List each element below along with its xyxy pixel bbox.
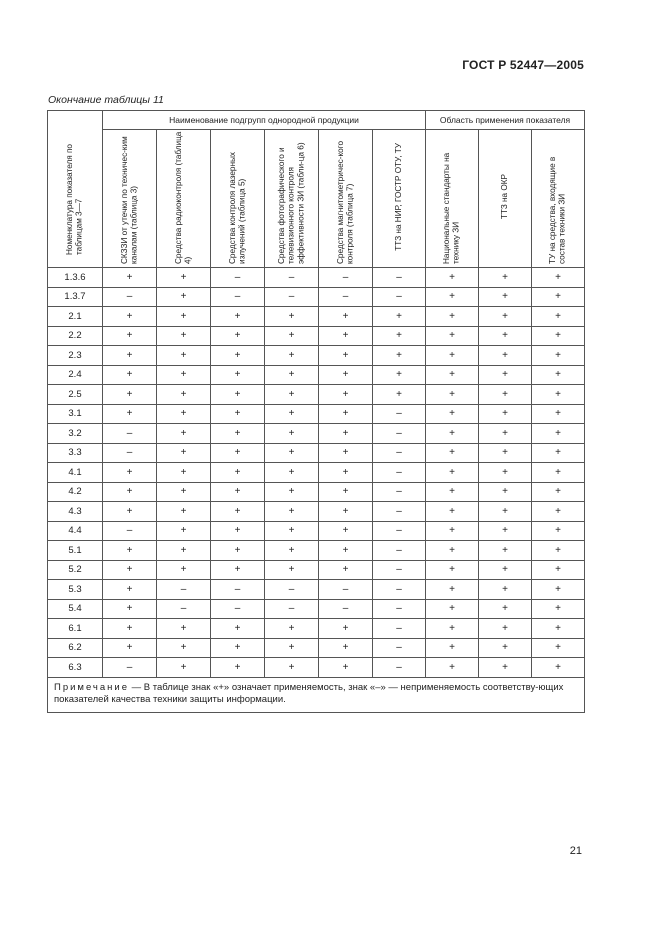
applicability-cell: –: [373, 287, 426, 307]
indicator-code: 1.3.6: [48, 268, 103, 288]
applicability-cell: +: [479, 658, 532, 678]
applicability-cell: +: [157, 619, 211, 639]
indicator-code: 6.1: [48, 619, 103, 639]
applicability-cell: +: [319, 658, 373, 678]
applicability-cell: +: [103, 307, 157, 327]
applicability-cell: +: [426, 541, 479, 561]
note-text: — В таблице знак «+» означает применяемость, знак «–» — неприменяемость соответству-ющих показателей качества техники защиты информации.: [54, 681, 564, 706]
applicability-cell: +: [532, 619, 585, 639]
applicability-cell: +: [157, 287, 211, 307]
applicability-cell: +: [265, 424, 319, 444]
applicability-cell: +: [532, 287, 585, 307]
applicability-cell: +: [426, 580, 479, 600]
applicability-cell: +: [319, 463, 373, 483]
applicability-cell: +: [103, 560, 157, 580]
applicability-cell: +: [157, 385, 211, 405]
table-row: [48, 404, 585, 424]
applicability-cell: +: [265, 326, 319, 346]
indicator-code: 5.3: [48, 580, 103, 600]
applicability-cell: +: [319, 482, 373, 502]
page-number: 21: [569, 845, 582, 857]
applicability-cell: +: [157, 482, 211, 502]
applicability-cell: +: [319, 502, 373, 522]
applicability-cell: –: [373, 268, 426, 288]
applicability-cell: +: [532, 424, 585, 444]
indicator-code: 6.2: [48, 638, 103, 658]
applicability-cell: +: [479, 560, 532, 580]
applicability-cell: +: [479, 463, 532, 483]
applicability-cell: +: [265, 365, 319, 385]
applicability-cell: +: [373, 385, 426, 405]
applicability-cell: +: [426, 482, 479, 502]
applicability-cell: +: [319, 385, 373, 405]
applicability-cell: –: [373, 521, 426, 541]
applicability-cell: –: [373, 580, 426, 600]
applicability-cell: +: [211, 560, 265, 580]
indicator-code: 2.4: [48, 365, 103, 385]
applicability-cell: +: [426, 638, 479, 658]
applicability-cell: +: [319, 541, 373, 561]
table-row: [48, 385, 585, 405]
applicability-cell: +: [265, 346, 319, 366]
applicability-cell: –: [373, 443, 426, 463]
applicability-cell: +: [211, 404, 265, 424]
applicability-cell: +: [103, 404, 157, 424]
applicability-cell: +: [103, 326, 157, 346]
applicability-cell: +: [265, 541, 319, 561]
applicability-cell: –: [103, 424, 157, 444]
applicability-cell: –: [319, 599, 373, 619]
applicability-cell: –: [373, 482, 426, 502]
applicability-cell: +: [532, 502, 585, 522]
applicability-cell: +: [211, 365, 265, 385]
applicability-cell: –: [373, 560, 426, 580]
applicability-cell: –: [103, 443, 157, 463]
applicability-cell: +: [157, 268, 211, 288]
table-row: [48, 326, 585, 346]
applicability-cell: –: [265, 599, 319, 619]
column-header: Средства фотографического и телевизионного контроля эффективности ЗИ (табли-ца 6): [265, 130, 319, 268]
table-row: [48, 638, 585, 658]
applicability-cell: +: [479, 365, 532, 385]
applicability-cell: +: [211, 463, 265, 483]
applicability-cell: +: [103, 599, 157, 619]
applicability-cell: +: [532, 521, 585, 541]
applicability-cell: +: [319, 346, 373, 366]
applicability-cell: +: [479, 326, 532, 346]
applicability-cell: +: [157, 463, 211, 483]
applicability-cell: +: [479, 482, 532, 502]
applicability-cell: +: [103, 638, 157, 658]
applicability-cell: +: [532, 385, 585, 405]
applicability-cell: +: [319, 424, 373, 444]
applicability-cell: –: [157, 599, 211, 619]
applicability-cell: +: [211, 658, 265, 678]
indicator-code: 3.2: [48, 424, 103, 444]
applicability-cell: +: [426, 404, 479, 424]
applicability-cell: +: [479, 619, 532, 639]
indicator-code: 3.3: [48, 443, 103, 463]
applicability-cell: +: [426, 658, 479, 678]
table-row: [48, 268, 585, 288]
applicability-cell: +: [265, 619, 319, 639]
applicability-cell: +: [319, 307, 373, 327]
column-header: Средства контроля лазерных излучений (таблица 5): [211, 130, 265, 268]
applicability-cell: +: [103, 268, 157, 288]
indicator-code: 2.5: [48, 385, 103, 405]
applicability-cell: –: [265, 580, 319, 600]
indicator-code: 6.3: [48, 658, 103, 678]
applicability-cell: +: [426, 385, 479, 405]
applicability-cell: +: [103, 619, 157, 639]
standard-code: ГОСТ Р 52447—2005: [462, 58, 584, 72]
applicability-cell: +: [426, 599, 479, 619]
applicability-cell: +: [426, 560, 479, 580]
applicability-cell: +: [157, 658, 211, 678]
applicability-cell: +: [426, 326, 479, 346]
indicator-code: 5.1: [48, 541, 103, 561]
applicability-cell: –: [373, 619, 426, 639]
table-row: [48, 560, 585, 580]
applicability-cell: +: [373, 346, 426, 366]
applicability-cell: +: [426, 307, 479, 327]
applicability-cell: +: [373, 307, 426, 327]
table-row: [48, 365, 585, 385]
applicability-cell: +: [532, 580, 585, 600]
group-header-application: Область применения показателя: [426, 111, 585, 130]
applicability-cell: +: [265, 443, 319, 463]
applicability-cell: +: [211, 502, 265, 522]
table-row: [48, 443, 585, 463]
applicability-cell: +: [103, 463, 157, 483]
applicability-cell: –: [265, 268, 319, 288]
note-lead: Примечание: [54, 681, 129, 693]
table-row: [48, 502, 585, 522]
applicability-cell: +: [479, 404, 532, 424]
applicability-cell: +: [532, 326, 585, 346]
applicability-cell: +: [426, 365, 479, 385]
applicability-cell: +: [532, 599, 585, 619]
applicability-cell: +: [265, 502, 319, 522]
applicability-cell: +: [211, 482, 265, 502]
indicator-code: 4.1: [48, 463, 103, 483]
applicability-cell: +: [532, 541, 585, 561]
indicator-code: 2.2: [48, 326, 103, 346]
group-header-subgroups: Наименование подгрупп однородной продукции: [103, 111, 426, 130]
indicator-code: 4.4: [48, 521, 103, 541]
applicability-cell: +: [211, 619, 265, 639]
applicability-cell: –: [373, 638, 426, 658]
applicability-cell: +: [479, 599, 532, 619]
applicability-cell: +: [103, 385, 157, 405]
indicator-code: 2.3: [48, 346, 103, 366]
applicability-cell: +: [479, 307, 532, 327]
column-header: ТУ на средства, входящие в состав техники ЗИ: [532, 130, 585, 268]
applicability-cell: +: [532, 404, 585, 424]
applicability-cell: +: [532, 658, 585, 678]
indicator-code: 2.1: [48, 307, 103, 327]
applicability-cell: +: [103, 580, 157, 600]
applicability-cell: +: [532, 346, 585, 366]
applicability-cell: +: [265, 638, 319, 658]
applicability-cell: +: [532, 560, 585, 580]
applicability-cell: –: [373, 541, 426, 561]
applicability-cell: +: [373, 326, 426, 346]
column-header: СКЗЗИ от утечки по техничес-ким каналам (таблица 3): [103, 130, 157, 268]
applicability-cell: +: [157, 521, 211, 541]
applicability-cell: –: [265, 287, 319, 307]
applicability-cell: +: [157, 541, 211, 561]
applicability-cell: +: [426, 443, 479, 463]
applicability-cell: +: [479, 268, 532, 288]
applicability-cell: –: [211, 287, 265, 307]
applicability-cell: +: [157, 365, 211, 385]
applicability-cell: –: [103, 287, 157, 307]
applicability-cell: +: [479, 346, 532, 366]
column-header: ТТЗ на НИР, ГОСТР ОТУ, ТУ: [373, 130, 426, 268]
applicability-cell: +: [211, 346, 265, 366]
applicability-cell: –: [373, 658, 426, 678]
applicability-cell: +: [157, 346, 211, 366]
applicability-cell: +: [479, 287, 532, 307]
applicability-cell: +: [103, 502, 157, 522]
applicability-cell: +: [157, 443, 211, 463]
applicability-cell: +: [211, 541, 265, 561]
applicability-cell: –: [103, 658, 157, 678]
applicability-cell: +: [373, 365, 426, 385]
column-header: Средства радиоконтроля (таблица 4): [157, 130, 211, 268]
applicability-cell: +: [103, 541, 157, 561]
indicator-code: 3.1: [48, 404, 103, 424]
applicability-cell: +: [103, 365, 157, 385]
applicability-cell: +: [479, 521, 532, 541]
applicability-cell: +: [426, 521, 479, 541]
table-row: [48, 599, 585, 619]
table-row: [48, 580, 585, 600]
applicability-cell: +: [319, 404, 373, 424]
applicability-cell: +: [319, 326, 373, 346]
indicator-code: 5.4: [48, 599, 103, 619]
applicability-cell: +: [479, 580, 532, 600]
column-header: ТТЗ на ОКР: [479, 130, 532, 268]
applicability-cell: +: [103, 346, 157, 366]
applicability-cell: +: [157, 326, 211, 346]
applicability-cell: –: [373, 463, 426, 483]
applicability-cell: –: [319, 580, 373, 600]
applicability-cell: +: [265, 658, 319, 678]
applicability-cell: +: [319, 560, 373, 580]
applicability-cell: –: [211, 580, 265, 600]
applicability-cell: +: [479, 502, 532, 522]
applicability-cell: +: [479, 638, 532, 658]
applicability-table: [47, 110, 585, 713]
applicability-cell: –: [211, 268, 265, 288]
applicability-cell: +: [426, 346, 479, 366]
applicability-cell: +: [265, 404, 319, 424]
table-note: [48, 677, 585, 713]
applicability-cell: +: [265, 463, 319, 483]
applicability-cell: –: [319, 287, 373, 307]
applicability-cell: +: [319, 638, 373, 658]
indicator-code: 4.3: [48, 502, 103, 522]
table-row: [48, 307, 585, 327]
table-row: [48, 521, 585, 541]
applicability-cell: +: [211, 326, 265, 346]
applicability-cell: +: [265, 385, 319, 405]
applicability-cell: +: [211, 521, 265, 541]
applicability-cell: +: [319, 365, 373, 385]
applicability-cell: +: [211, 443, 265, 463]
applicability-cell: +: [211, 307, 265, 327]
applicability-cell: +: [319, 443, 373, 463]
applicability-cell: +: [103, 482, 157, 502]
applicability-cell: +: [211, 385, 265, 405]
applicability-cell: +: [532, 268, 585, 288]
column-header: Средства магнитометричес-кого контроля (таблица 7): [319, 130, 373, 268]
applicability-cell: +: [532, 638, 585, 658]
table-row: [48, 541, 585, 561]
applicability-cell: +: [426, 502, 479, 522]
applicability-cell: –: [157, 580, 211, 600]
applicability-cell: +: [265, 307, 319, 327]
stub-header: Номенклатура показателя по таблицам 3—7: [48, 111, 103, 268]
column-header: Национальные стандарты на технику ЗИ: [426, 130, 479, 268]
applicability-cell: +: [532, 307, 585, 327]
applicability-cell: +: [157, 424, 211, 444]
applicability-cell: –: [373, 502, 426, 522]
applicability-cell: –: [373, 404, 426, 424]
applicability-cell: –: [373, 599, 426, 619]
applicability-cell: +: [319, 619, 373, 639]
applicability-cell: –: [319, 268, 373, 288]
applicability-cell: +: [157, 307, 211, 327]
table-caption: Окончание таблицы 11: [48, 94, 164, 106]
applicability-cell: +: [265, 521, 319, 541]
table-row: [48, 463, 585, 483]
applicability-cell: +: [479, 541, 532, 561]
note-row: [48, 677, 585, 713]
applicability-cell: –: [373, 424, 426, 444]
applicability-cell: +: [426, 424, 479, 444]
applicability-cell: +: [426, 268, 479, 288]
indicator-code: 1.3.7: [48, 287, 103, 307]
applicability-cell: +: [157, 560, 211, 580]
applicability-cell: +: [532, 463, 585, 483]
applicability-cell: +: [157, 638, 211, 658]
applicability-cell: +: [157, 502, 211, 522]
applicability-cell: +: [426, 619, 479, 639]
applicability-cell: +: [479, 424, 532, 444]
applicability-cell: +: [532, 443, 585, 463]
applicability-cell: +: [532, 365, 585, 385]
applicability-cell: +: [265, 482, 319, 502]
table-row: [48, 424, 585, 444]
indicator-code: 4.2: [48, 482, 103, 502]
table-row: [48, 658, 585, 678]
applicability-cell: –: [103, 521, 157, 541]
applicability-cell: +: [211, 424, 265, 444]
applicability-cell: +: [479, 385, 532, 405]
applicability-cell: +: [319, 521, 373, 541]
table-row: [48, 619, 585, 639]
applicability-cell: +: [426, 463, 479, 483]
indicator-code: 5.2: [48, 560, 103, 580]
table-row: [48, 287, 585, 307]
table-row: [48, 346, 585, 366]
applicability-cell: –: [211, 599, 265, 619]
applicability-cell: +: [211, 638, 265, 658]
applicability-cell: +: [479, 443, 532, 463]
applicability-cell: +: [265, 560, 319, 580]
applicability-cell: +: [532, 482, 585, 502]
applicability-cell: +: [157, 404, 211, 424]
table-row: [48, 482, 585, 502]
applicability-cell: +: [426, 287, 479, 307]
